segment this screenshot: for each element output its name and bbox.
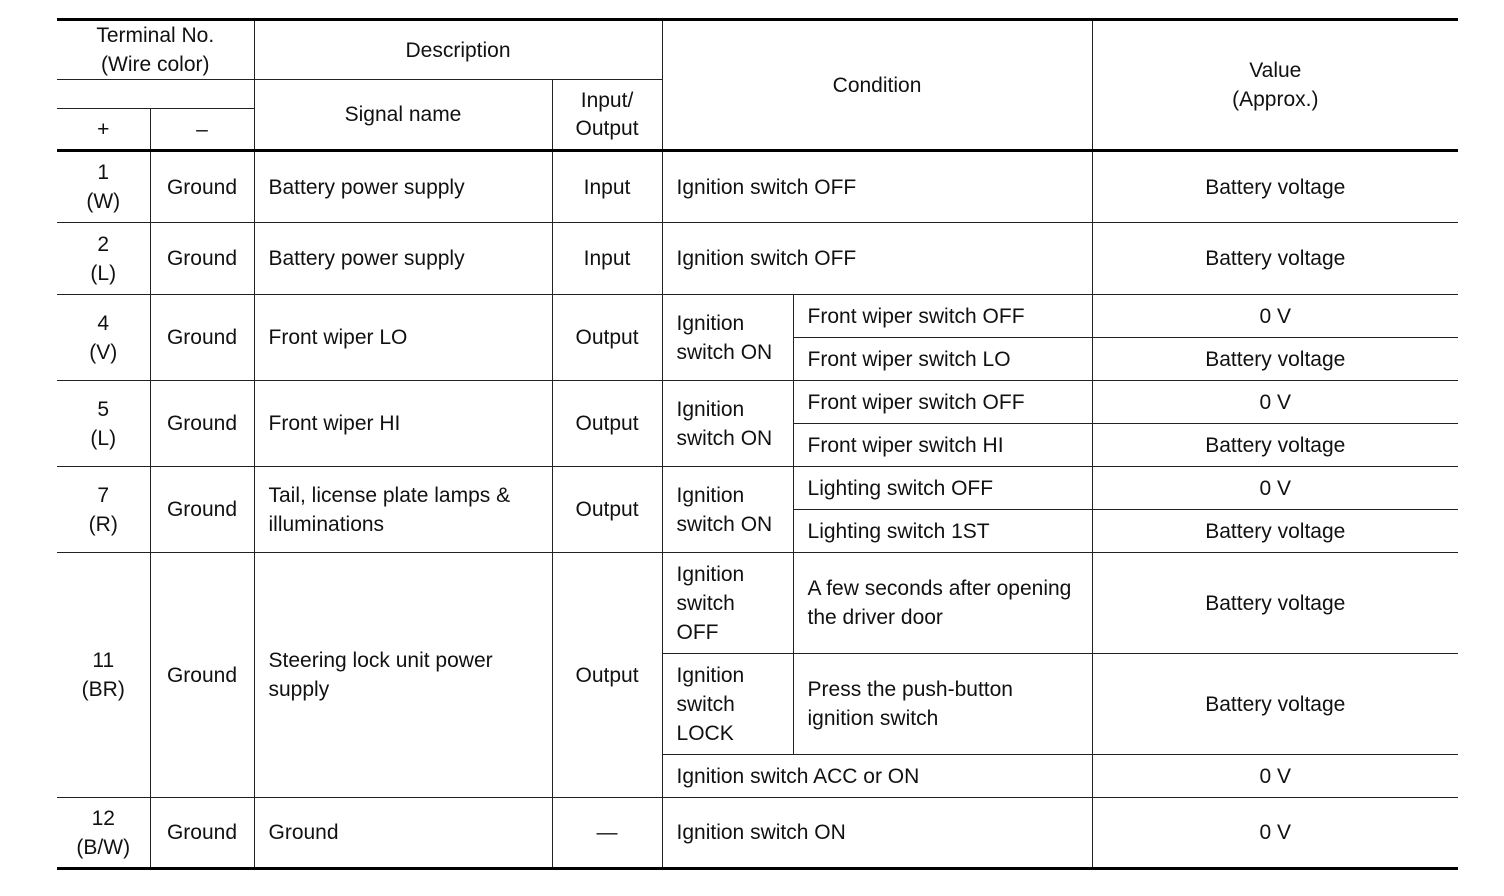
header-terminal-no: Terminal No. (Wire color) xyxy=(57,20,254,80)
signal-cell: Ground xyxy=(254,798,552,869)
minus-cell: Ground xyxy=(150,467,254,553)
value-cell: 0 V xyxy=(1092,295,1458,338)
minus-cell: Ground xyxy=(150,798,254,869)
condition-main-cell: Ignition switch LOCK xyxy=(662,654,793,755)
header-terminal-spacer xyxy=(57,80,254,109)
minus-cell: Ground xyxy=(150,223,254,295)
terminal-spec-table xyxy=(57,18,1458,870)
value-cell: Battery voltage xyxy=(1092,151,1458,223)
header-plus: + xyxy=(57,109,150,151)
io-cell: Output xyxy=(552,381,662,467)
table-row xyxy=(57,553,1458,654)
terminal-cell: 2 (L) xyxy=(57,223,150,295)
signal-cell: Battery power supply xyxy=(254,223,552,295)
io-cell: Output xyxy=(552,553,662,798)
table-row xyxy=(57,798,1458,869)
io-cell: — xyxy=(552,798,662,869)
table-row xyxy=(57,295,1458,338)
condition-sub-cell: Press the push-button ignition switch xyxy=(793,654,1092,755)
value-cell: 0 V xyxy=(1092,755,1458,798)
terminal-cell: 7 (R) xyxy=(57,467,150,553)
condition-main-cell: Ignition switch ON xyxy=(662,381,793,467)
minus-cell: Ground xyxy=(150,295,254,381)
table-row xyxy=(57,381,1458,424)
signal-cell: Tail, license plate lamps & illuminations xyxy=(254,467,552,553)
table-row xyxy=(57,223,1458,295)
condition-main-cell: Ignition switch ON xyxy=(662,467,793,553)
terminal-cell: 11 (BR) xyxy=(57,553,150,798)
io-cell: Input xyxy=(552,151,662,223)
condition-sub-cell: A few seconds after opening the driver door xyxy=(793,553,1092,654)
condition-cell: Ignition switch ON xyxy=(662,798,1092,869)
minus-cell: Ground xyxy=(150,553,254,798)
condition-cell: Ignition switch OFF xyxy=(662,223,1092,295)
io-cell: Input xyxy=(552,223,662,295)
condition-cell: Ignition switch ACC or ON xyxy=(662,755,1092,798)
io-cell: Output xyxy=(552,467,662,553)
value-cell: Battery voltage xyxy=(1092,553,1458,654)
condition-sub-cell: Front wiper switch OFF xyxy=(793,295,1092,338)
value-cell: 0 V xyxy=(1092,798,1458,869)
value-cell: 0 V xyxy=(1092,467,1458,510)
terminal-cell: 12 (B/W) xyxy=(57,798,150,869)
condition-sub-cell: Front wiper switch HI xyxy=(793,424,1092,467)
value-cell: Battery voltage xyxy=(1092,338,1458,381)
header-condition: Condition xyxy=(662,20,1092,151)
condition-main-cell: Ignition switch ON xyxy=(662,295,793,381)
signal-cell: Battery power supply xyxy=(254,151,552,223)
header-input-output: Input/ Output xyxy=(552,80,662,151)
table-row xyxy=(57,467,1458,510)
signal-cell: Steering lock unit power supply xyxy=(254,553,552,798)
minus-cell: Ground xyxy=(150,151,254,223)
terminal-cell: 5 (L) xyxy=(57,381,150,467)
io-cell: Output xyxy=(552,295,662,381)
value-cell: Battery voltage xyxy=(1092,424,1458,467)
header-signal-name: Signal name xyxy=(254,80,552,151)
header-value: Value (Approx.) xyxy=(1092,20,1458,151)
minus-cell: Ground xyxy=(150,381,254,467)
terminal-cell: 4 (V) xyxy=(57,295,150,381)
signal-cell: Front wiper LO xyxy=(254,295,552,381)
value-cell: 0 V xyxy=(1092,381,1458,424)
table-row xyxy=(57,151,1458,223)
condition-sub-cell: Lighting switch OFF xyxy=(793,467,1092,510)
signal-cell: Front wiper HI xyxy=(254,381,552,467)
value-cell: Battery voltage xyxy=(1092,510,1458,553)
header-description: Description xyxy=(254,20,662,80)
value-cell: Battery voltage xyxy=(1092,223,1458,295)
condition-sub-cell: Lighting switch 1ST xyxy=(793,510,1092,553)
value-cell: Battery voltage xyxy=(1092,654,1458,755)
condition-cell: Ignition switch OFF xyxy=(662,151,1092,223)
condition-sub-cell: Front wiper switch LO xyxy=(793,338,1092,381)
header-minus: – xyxy=(150,109,254,151)
terminal-cell: 1 (W) xyxy=(57,151,150,223)
condition-main-cell: Ignition switch OFF xyxy=(662,553,793,654)
condition-sub-cell: Front wiper switch OFF xyxy=(793,381,1092,424)
